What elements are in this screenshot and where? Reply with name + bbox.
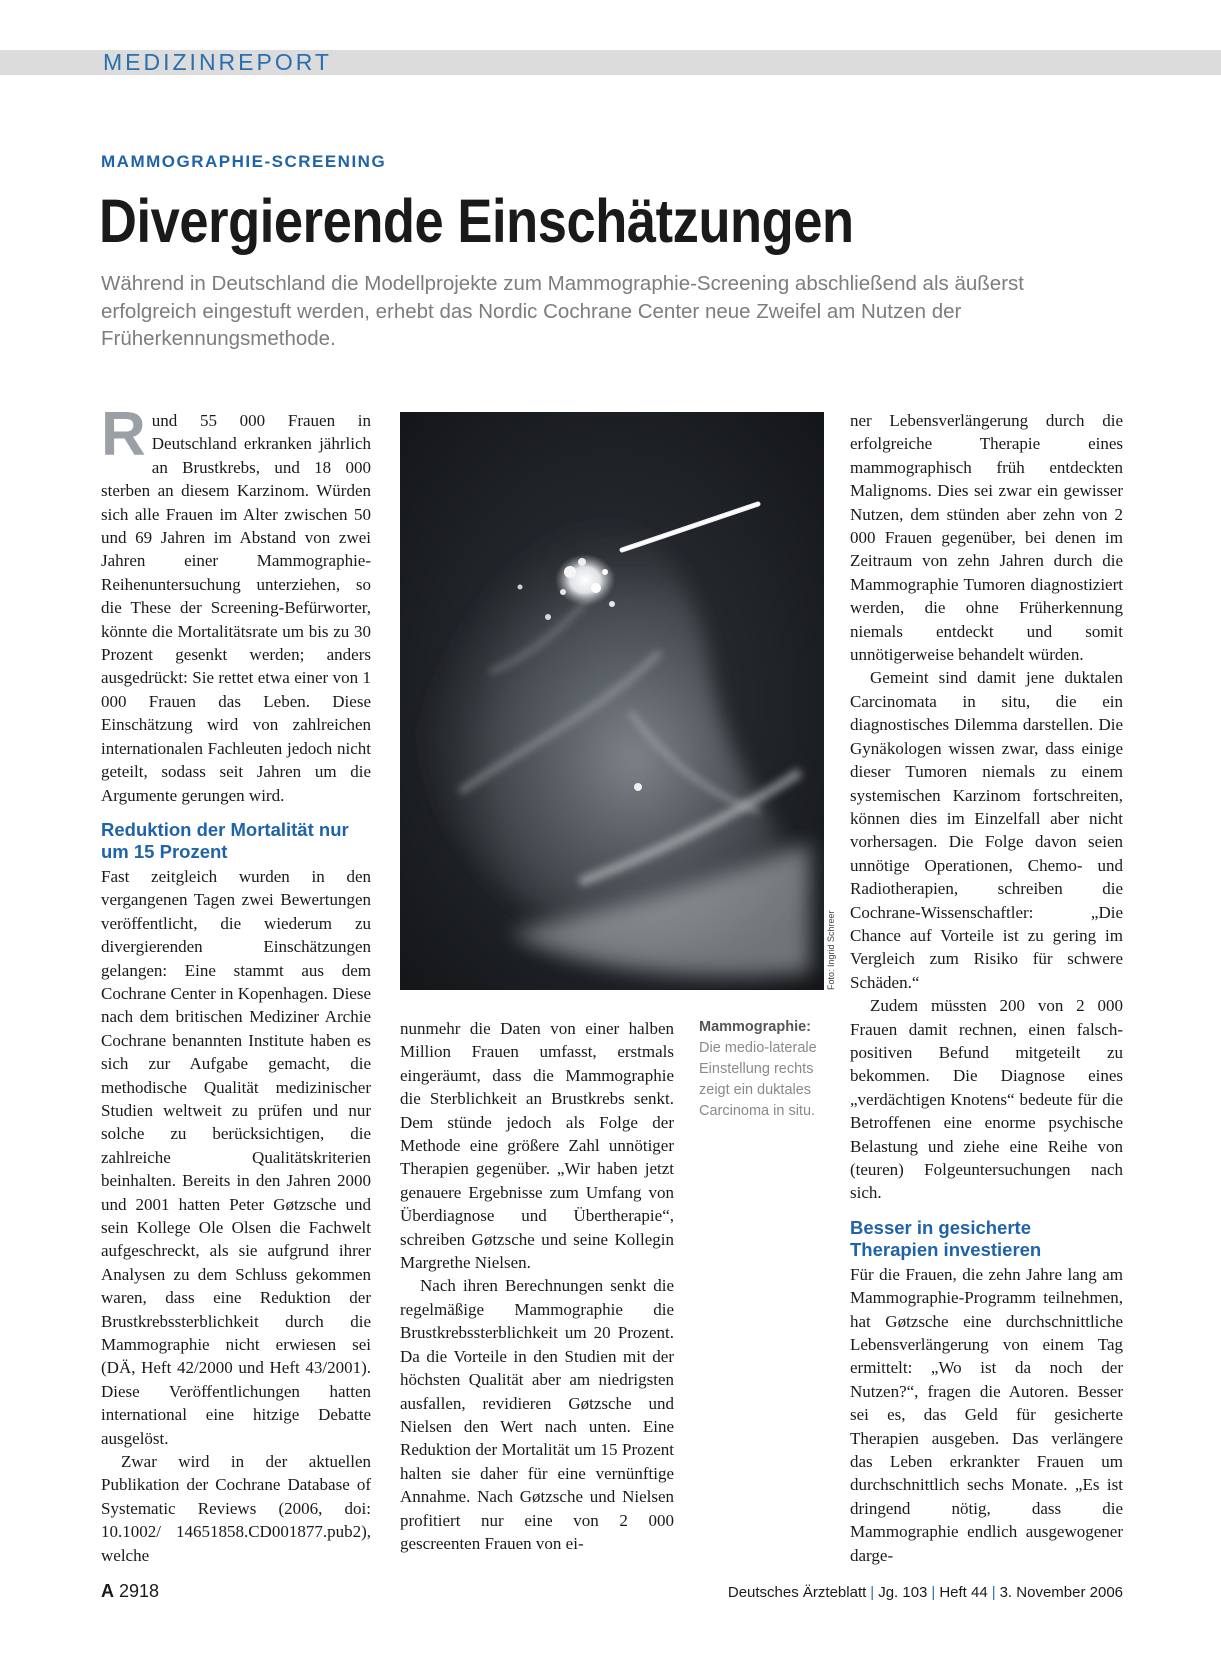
page-number xyxy=(101,1581,159,1602)
caption-title: Mammographie: xyxy=(699,1019,811,1035)
column-3 xyxy=(850,409,1123,1567)
figure-caption xyxy=(699,1017,829,1122)
separator: | xyxy=(991,1584,996,1601)
column-1 xyxy=(101,400,371,1567)
paragraph: ner Lebensverlängerung durch die erfolgreiche Therapie eines mammographisch früh entdeckten Malignoms. Dies sei zwar ein gewisser Nutzen, dem stünden aber zehn von 2 000 Frauen gegenüber, bei denen im Zeitraum von zehn Jahren durch die Mammographie Tumoren diagnostiziert werden, die ohne Früherkennung niemals entdeckt und somit unnötigerweise behandelt würden. xyxy=(850,411,1123,665)
paragraph: Zwar wird in der aktuellen Publikation der Cochrane Database of Systematic Reviews (2006, doi: 10.1002/ 14651858.CD001877.pub2), welche xyxy=(101,1452,371,1565)
column-2 xyxy=(400,1017,674,1555)
paragraph: Fast zeitgleich wurden in den vergangenen Tagen zwei Bewertungen veröffentlicht, die wiederum zu divergierenden Einschätzungen gelangen: Eine stammt aus dem Cochrane Center in Kopenhagen. Diese nach dem britischen Mediziner Archie Cochrane benannten Institute haben es sich zur Aufgabe gemacht, die methodische Qualität medizinischer Studien weltweit zu prüfen und nur solche zu berücksichtigen, die zahlreiche Qualitätskriterien beinhalten. Bereits in den Jahren 2000 und 2001 hatten Peter Gøtzsche und sein Kollege Ole Olsen die Fachwelt aufgeschreckt, als sie aufgrund ihrer Analysen zu dem Schluss gekommen waren, dass eine Reduktion der Brustkrebssterblichkeit durch die Mammographie nicht erwiesen sei (DÄ, Heft 42/2000 und Heft 43/2001). Diese Veröffentlichungen hatten international eine hitzige Debatte ausgelöst. xyxy=(101,866,371,1448)
separator: | xyxy=(870,1584,875,1601)
drop-cap: R xyxy=(101,400,146,469)
paragraph: Gemeint sind damit jene duktalen Carcinomata in situ, die ein diagnostisches Dilemma darstellen. Die Gynäkologen wissen zwar, dass einige dieser Tumoren niemals zu einem systemischen Karzinom fortschreiten, können dies im Einzelfall aber nicht vorhersagen. Die Folge davon seien unnötige Operationen, Chemo- und Radiotherapien, schreiben die Cochrane-Wissenschaftler: „Die Chance auf Vorteile ist zu gering im Vergleich zum Risiko für schwere Schäden.“ xyxy=(850,668,1123,992)
page-prefix: A xyxy=(101,1581,114,1601)
paragraph: Zudem müssten 200 von 2 000 Frauen damit rechnen, einen falsch-positiven Befund mitgeteilt zu bekommen. Die Diagnose eines „verdächtigen Knotens“ bedeute für die Betroffenen eine enorme psychische Belastung und ziehe eine Reihe von (teuren) Folgeuntersuchungen nach sich. xyxy=(850,996,1123,1203)
photo-credit: Foto: Ingrid Schreer xyxy=(826,910,836,990)
journal-date: 3. November 2006 xyxy=(999,1584,1123,1601)
page-number-value: 2918 xyxy=(119,1581,160,1601)
separator: | xyxy=(931,1584,936,1601)
caption-text: Die medio-laterale Einstellung rechts zeigt ein duktales Carcinoma in situ. xyxy=(699,1040,817,1119)
subheading: Reduktion der Mortalität nur um 15 Prozent xyxy=(101,818,349,862)
journal-volume: Jg. 103 xyxy=(878,1584,928,1601)
paragraph-text: und 55 000 Frauen in Deutschland erkranken jährlich an Brustkrebs, und 18 000 sterben an diesem Karzinom. Würden sich alle Frauen im Alter zwischen 50 und 69 Jahren im Abstand von zwei Jahren einer Mammographie-Reihenuntersuchung unterziehen, so die These der Screening-Befürworter, könnte die Mortalitätsrate um bis zu 30 Prozent gesenkt werden; anders ausgedrückt: Sie rettet etwa einer von 1 000 Frauen das Leben. Diese Einschätzung wird von zahlreichen internationalen Fachleuten jedoch nicht geteilt, sodass seit Jahren um die Argumente gerungen wird. xyxy=(101,411,371,805)
article-kicker: MAMMOGRAPHIE-SCREENING xyxy=(101,152,387,171)
article-lead: Während in Deutschland die Modellprojekte zum Mammographie-Screening abschließend als äußerst erfolgreich eingestuft werden, erhebt das Nordic Cochrane Center neue Zweifel am Nutzen der Früherkennungsmethode. xyxy=(101,272,1024,350)
paragraph: Für die Frauen, die zehn Jahre lang am Mammographie-Programm teilnehmen, hat Gøtzsche eine durchschnittliche Lebensverlängerung von einem Tag ermittelt: „Wo ist da noch der Nutzen?“, fragen die Autoren. Besser sei es, das Geld für gesicherte Therapien ausgeben. Das verlängere das Leben erkrankter Frauen um durchschnittlich sechs Monate. „Es ist dringend nötig, dass die Mammographie endlich ausgewogener darge- xyxy=(850,1264,1123,1565)
paragraph xyxy=(101,400,371,807)
journal-name: Deutsches Ärzteblatt xyxy=(727,1584,867,1601)
journal-issue: Heft 44 xyxy=(939,1584,988,1601)
article-title: Divergierende Einschätzungen xyxy=(99,187,854,255)
paragraph: Nach ihren Berechnungen senkt die regelmäßige Mammographie die Brustkrebssterblichkeit um 20 Prozent. Da die Vorteile in den Studien mit der höchsten Qualität aber am niedrigsten ausfallen, revidieren Gøtzsche und Nielsen den Wert nach unten. Eine Reduktion der Mortalität um 15 Prozent halten sie daher für eine vernünftige Annahme. Nach Gøtzsche und Nielsen profitiert nur eine von 2 000 gescreenten Frauen von ei- xyxy=(400,1276,674,1553)
journal-info xyxy=(728,1584,1123,1601)
subheading: Besser in gesicherte Therapien investieren xyxy=(850,1216,1042,1260)
mammography-image xyxy=(400,412,824,990)
mammogram-illustration xyxy=(400,412,824,990)
section-label: MEDIZINREPORT xyxy=(103,49,332,75)
paragraph: nunmehr die Daten von einer halben Million Frauen umfasst, erstmals eingeräumt, dass die Mammographie die Sterblichkeit an Brustkrebs senkt. Dem stünde jedoch als Folge der Methode eine größere Zahl unnötiger Therapien gegenüber. „Wir haben jetzt genauere Ergebnisse zum Umfang von Überdiagnose und Übertherapie“, schreiben Gøtzsche und seine Kollegin Margrethe Nielsen. xyxy=(400,1019,674,1273)
